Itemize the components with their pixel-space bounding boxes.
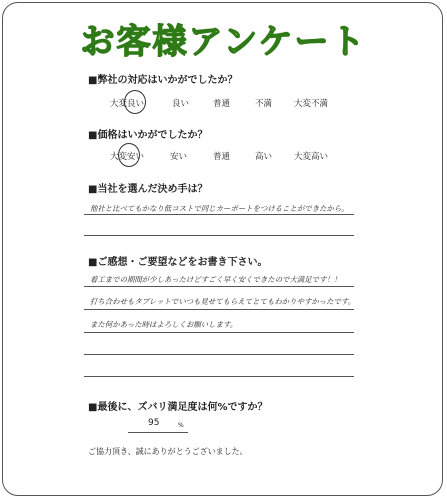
price-option-normal[interactable]: 普通 [213, 152, 231, 162]
comment-line-1: 着工までの期間が少しあったけどすごく早く安くできたので大満足です！！ [90, 275, 342, 284]
answer-line [84, 214, 354, 215]
answer-line [84, 376, 354, 377]
price-option-cheap[interactable]: 安い [170, 152, 188, 162]
comment-line-2: 打ち合わせもタブレットでいつも見せてもらえてとてもわかりやすかったです。 [90, 297, 356, 306]
price-option-very-cheap[interactable]: 大変安い [110, 152, 145, 162]
service-option-very-good[interactable]: 大変良い [110, 99, 145, 109]
answer-line [84, 354, 354, 355]
question-comments: ■ご感想・ご要望などをお書き下さい。 [88, 257, 268, 268]
thank-you-note: ご協力頂き、誠にありがとうございました。 [88, 447, 248, 456]
question-service: ■弊社の対応はいかがでしたか？ [88, 75, 238, 86]
reason-answer: 他社と比べてもかなり低コストで同じカーポートをつけることができたから。 [90, 204, 349, 213]
price-option-very-expensive[interactable]: 大変高い [294, 152, 329, 162]
service-option-good[interactable]: 良い [172, 99, 190, 109]
service-option-very-bad[interactable]: 大変不満 [294, 99, 329, 109]
question-reason: ■当社を選んだ決め手は？ [88, 184, 208, 195]
service-option-bad[interactable]: 不満 [255, 99, 273, 109]
service-option-normal[interactable]: 普通 [213, 99, 231, 109]
selection-circle-service [124, 90, 146, 114]
answer-line [84, 309, 354, 310]
comment-line-3: また何かあった時はよろしくお願いします。 [90, 320, 238, 329]
survey-title: お客様アンケート [80, 22, 367, 62]
answer-line [84, 286, 354, 287]
question-satisfaction: ■最後に、ズバリ満足度は何%ですか？ [88, 402, 268, 413]
answer-line [84, 332, 354, 333]
question-price: ■価格はいかがでしたか？ [88, 130, 208, 141]
selection-circle-price [118, 143, 140, 167]
satisfaction-underline [128, 432, 188, 433]
satisfaction-value: 95 [148, 418, 160, 428]
satisfaction-unit: % [178, 422, 184, 429]
answer-line [84, 235, 354, 236]
price-option-expensive[interactable]: 高い [255, 152, 273, 162]
